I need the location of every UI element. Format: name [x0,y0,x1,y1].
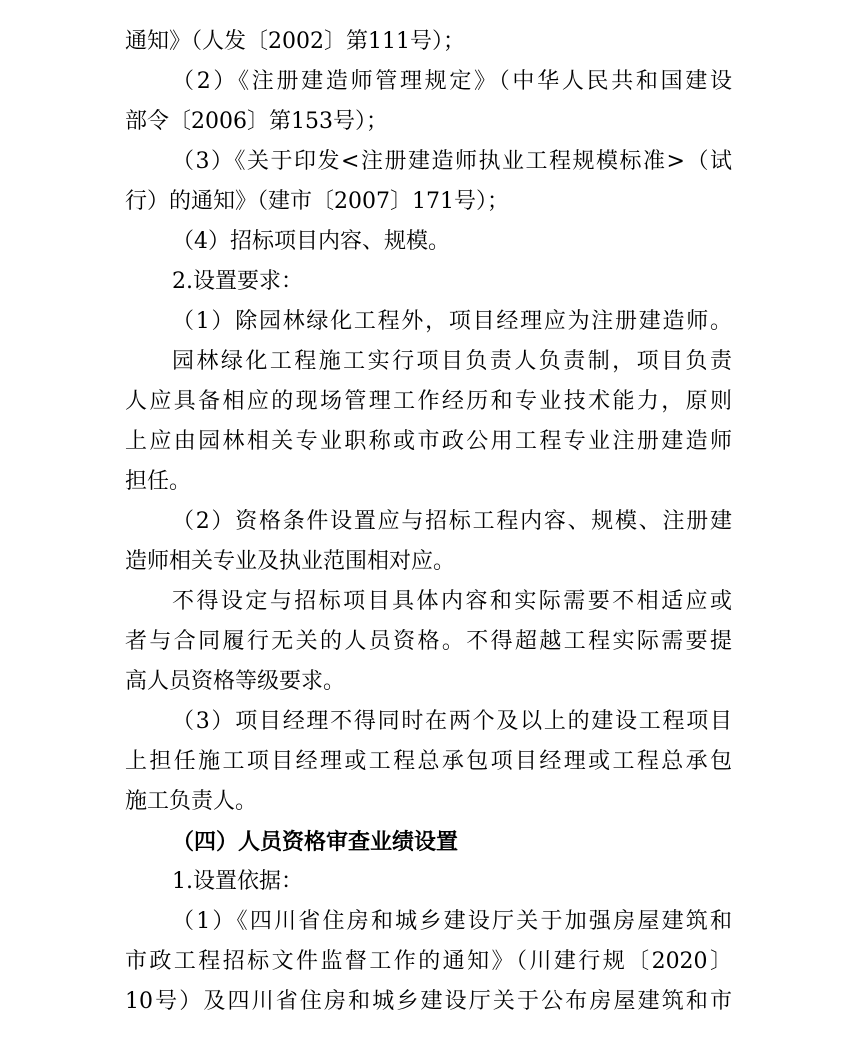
text-line: 高人员资格等级要求。 [125,669,346,694]
text-line: 不得设定与招标项目具体内容和实际需要不相适应或 [172,589,732,614]
text-line: 人应具备相应的现场管理工作经历和专业技术能力，原则 [125,389,732,414]
section-heading: 2.设置要求： [172,269,303,294]
text-line: 通知》（人发〔2002〕第111号）； [125,29,465,54]
text-line: 施工负责人。 [125,789,258,814]
text-line: （3）《关于印发<注册建造师执业工程规模标准>（试 [172,149,732,174]
text-line: 造师相关专业及执业范围相对应。 [125,549,456,574]
text-line: 担任。 [125,469,192,494]
text-line: 园林绿化工程施工实行项目负责人负责制，项目负责 [172,349,732,374]
text-line: （1）《四川省住房和城乡建设厅关于加强房屋建筑和 [172,909,732,934]
text-line: （2）《注册建造师管理规定》（中华人民共和国建设 [172,69,732,94]
text-line: 市政工程招标文件监督工作的通知》（川建行规〔2020〕 [125,949,732,974]
text-line: 上应由园林相关专业职称或市政公用工程专业注册建造师 [125,429,732,454]
text-line: （1）除园林绿化工程外，项目经理应为注册建造师。 [172,309,732,334]
text-line: 行）的通知》（建市〔2007〕171号）； [125,189,509,214]
text-line: （3）项目经理不得同时在两个及以上的建设工程项目 [172,709,732,734]
text-line: （4）招标项目内容、规模。 [172,229,450,254]
text-line: 上担任施工项目经理或工程总承包项目经理或工程总承包 [125,749,732,774]
text-line: 10号）及四川省住房和城乡建设厅关于公布房屋建筑和市 [125,989,732,1014]
text-line: （2）资格条件设置应与招标工程内容、规模、注册建 [172,509,732,534]
text-line: 者与合同履行无关的人员资格。不得超越工程实际需要提 [125,629,732,654]
section-heading: （四）人员资格审查业绩设置 [172,829,459,855]
section-heading: 1.设置依据： [172,869,303,894]
text-line: 部令〔2006〕第153号）； [125,109,388,134]
